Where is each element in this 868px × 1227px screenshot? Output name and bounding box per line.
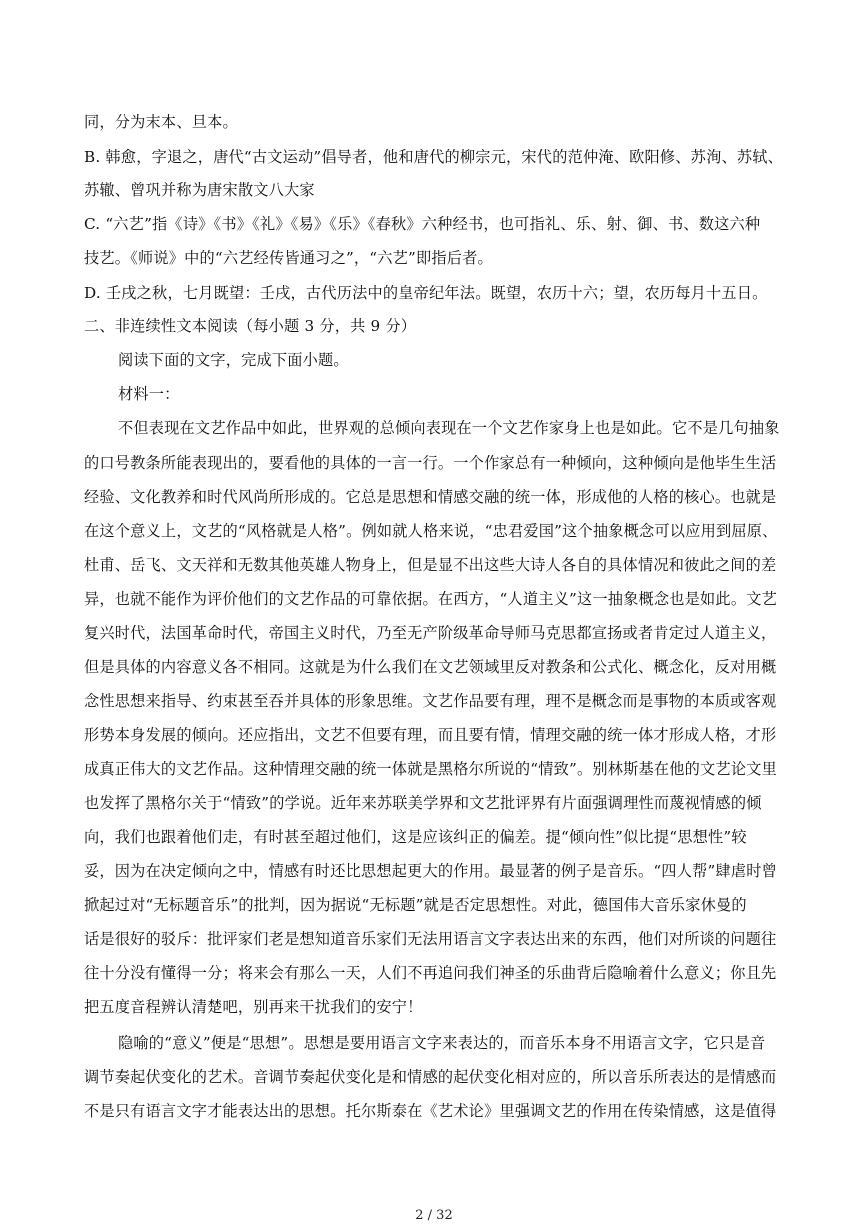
paragraph-line: 经验、文化教养和时代风尚所形成的。它总是思想和情感交融的统一体，形成他的人格的核心。也就是 — [84, 488, 777, 506]
paragraph-line: 调节奏起伏变化的艺术。音调节奏起伏变化是和情感的起伏变化相对应的，所以音乐所表达的是情感而 — [84, 1068, 777, 1086]
option-c-line-2: 技艺。《师说》中的“六艺经传皆通习之”，“六艺”即指后者。 — [84, 249, 493, 267]
option-d-line: D. 壬戌之秋，七月既望：壬戌，古代历法中的皇帝纪年法。既望，农历十六；望，农历每月十五日。 — [84, 284, 768, 302]
material-label: 材料一： — [118, 385, 180, 403]
text-line: 同，分为末本、旦本。 — [84, 113, 238, 131]
paragraph-line: 异，也就不能作为评价他们的文艺作品的可靠依据。在西方，“人道主义”这一抽象概念也是如此。文艺 — [84, 590, 777, 608]
paragraph-line: 杜甫、岳飞、文天祥和无数其他英雄人物身上，但是显不出这些大诗人各自的具体情况和彼此之间的差 — [84, 556, 777, 574]
paragraph-line: 隐喻的“意义”便是“思想”。思想是要用语言文字来表达的，而音乐本身不用语言文字，它只是音 — [118, 1034, 766, 1052]
section-heading: 二、非连续性文本阅读（每小题 3 分，共 9 分） — [84, 317, 417, 335]
paragraph-line: 复兴时代，法国革命时代，帝国主义时代，乃至无产阶级革命导师马克思都宣扬或者肯定过人道主义， — [84, 624, 777, 642]
paragraph-line: 不但表现在文艺作品中如此，世界观的总倾向表现在一个文艺作家身上也是如此。它不是几句抽象 — [118, 419, 780, 437]
paragraph-line: 把五度音程辨认清楚吧，别再来干扰我们的安宁！ — [84, 998, 423, 1016]
page-number: 2 / 32 — [415, 1208, 453, 1223]
paragraph-line: 念性思想来指导、约束甚至吞并具体的形象思维。文艺作品要有理，理不是概念而是事物的本质或客观 — [84, 692, 777, 710]
paragraph-line: 不是只有语言文字才能表达出的思想。托尔斯泰在《艺术论》里强调文艺的作用在传染情感，这是值得 — [84, 1102, 777, 1120]
paragraph-line: 形势本身发展的倾向。还应指出，文艺不但要有理，而且要有情，情理交融的统一体才形成人格，才形 — [84, 726, 777, 744]
paragraph-line: 但是具体的内容意义各不相同。这就是为什么我们在文艺领域里反对教条和公式化、概念化，反对用概 — [84, 658, 777, 676]
paragraph-line: 往十分没有懂得一分；将来会有那么一天，人们不再追问我们神圣的乐曲背后隐喻着什么意义；你且先 — [84, 964, 777, 982]
paragraph-line: 向，我们也跟着他们走，有时甚至超过他们，这是应该纠正的偏差。提“倾向性”似比提“思想性”较 — [84, 828, 747, 846]
instruction-text: 阅读下面的文字，完成下面小题。 — [118, 351, 349, 369]
option-b-line-1: B. 韩愈，字退之，唐代“古文运动”倡导者，他和唐代的柳宗元，宋代的范仲淹、欧阳修、苏洵、苏轼、 — [84, 148, 784, 166]
paragraph-line: 成真正伟大的文艺作品。这种情理交融的统一体就是黑格尔所说的“情致”。别林斯基在他的文艺论文里 — [84, 760, 777, 778]
option-b-line-2: 苏辙、曾巩并称为唐宋散文八大家 — [84, 181, 315, 199]
paragraph-line: 话是很好的驳斥：批评家们老是想知道音乐家们无法用语言文字表达出来的东西，他们对所谈的问题往 — [84, 930, 777, 948]
option-c-line-1: C. “六艺”指《诗》《书》《礼》《易》《乐》《春秋》六种经书，也可指礼、乐、射、御、书、数这六种 — [84, 215, 761, 233]
paragraph-line: 妥，因为在决定倾向之中，情感有时还比思想起更大的作用。最显著的例子是音乐。“四人帮”肆虐时曾 — [84, 862, 777, 880]
paragraph-line: 在这个意义上，文艺的“风格就是人格”。例如就人格来说，“忠君爱国”这个抽象概念可以应用到屈原、 — [84, 522, 778, 540]
paragraph-line: 的口号教条所能表现出的，要看他的具体的一言一行。一个作家总有一种倾向，这种倾向是他毕生生活 — [84, 454, 777, 472]
paragraph-line: 也发挥了黑格尔关于“情致”的学说。近年来苏联美学界和文艺批评界有片面强调理性而蔑视情感的倾 — [84, 794, 762, 812]
paragraph-line: 掀起过对“无标题音乐”的批判，因为据说“无标题”就是否定思想性。对此，德国伟大音乐家休曼的 — [84, 896, 747, 914]
